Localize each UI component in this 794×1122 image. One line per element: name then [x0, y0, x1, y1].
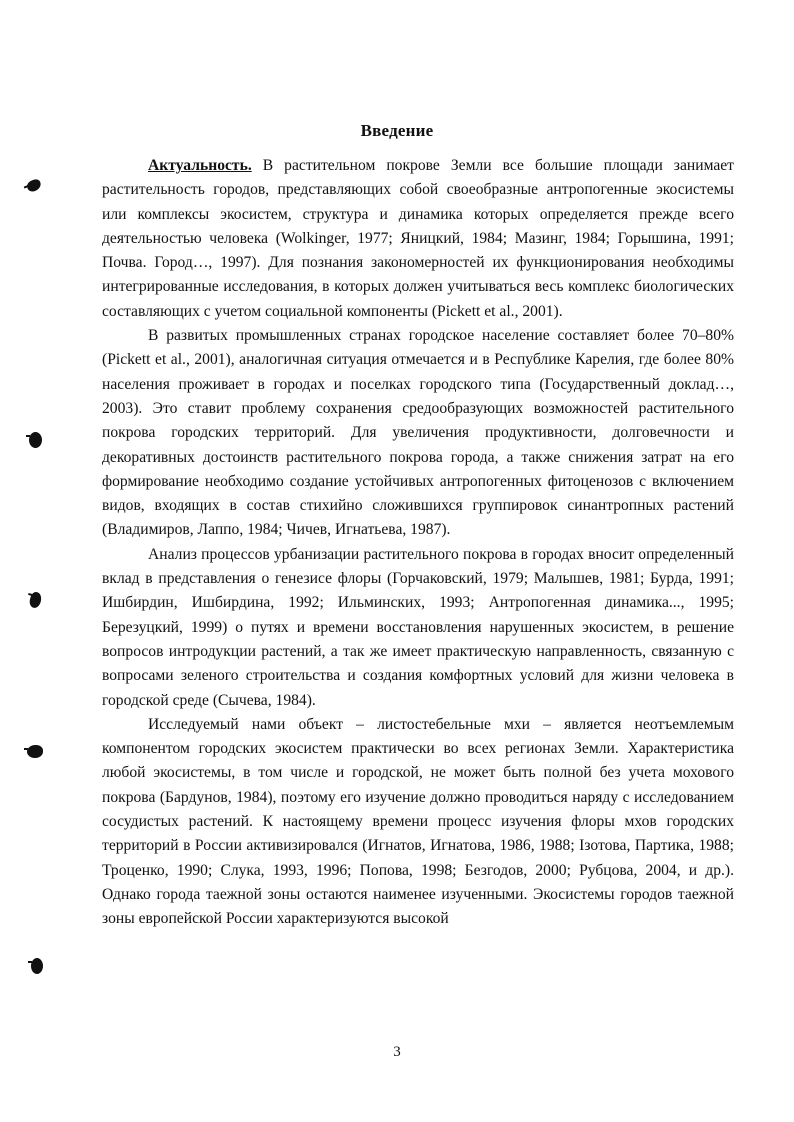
page-title: Введение [360, 121, 434, 140]
body-text [102, 154, 734, 932]
ink-blot [28, 591, 43, 609]
ink-blot [27, 745, 43, 758]
paragraph-text: Исследуемый нами объект – листостебельные мхи – является неотъемлемым компонентом городских экосистем практически во всех регионах Земли. Характеристика любой экосистемы, в том числе и городской, не может быть полной без учета мохового покрова (Бардунов, 1984), поэтому его изучение должно проводиться наряду с исследованием сосудистых растений. К настоящему времени процесс изучения флоры мхов городских территорий в России активизировался (Игнатов, Игнатова, 1986, 1988; Ізотова, Партика, 1988; Троценко, 1990; Слука, 1993, 1996; Попова, 1998; Безгодов, 2000; Рубцова, 2004, и др.). Однако города таежной зоны остаются наименее изученными. Экосистемы городов таежной зоны европейской России характеризуются высокой [102, 715, 734, 928]
ink-blot [26, 178, 43, 193]
paragraph-relevance [102, 154, 734, 324]
ink-blot [31, 958, 43, 974]
paragraph [102, 543, 734, 713]
paragraph-text: В растительном покрове Земли все большие площади занимает растительность городов, представляющих собой своеобразные антропогенные экосистемы или комплексы экосистем, структура и динамика которых определяется прежде всего деятельностью человека (Wolkinger, 1977; Яницкий, 1984; Мазинг, 1984; Горышина, 1991; Почва. Город…, 1997). Для познания закономерностей их функционирования необходимы интегрированные исследования, в которых должен учитываться весь комплекс биологических составляющих с учетом социальной компоненты (Pickett et al., 2001). [102, 157, 734, 320]
paragraph [102, 324, 734, 543]
ink-blot [29, 432, 42, 448]
paragraph-text: Анализ процессов урбанизации растительного покрова в городах вносит определенный вклад в представления о генезисе флоры (Горчаковский, 1979; Малышев, 1981; Бурда, 1991; Ишбирдин, Ишбирдина, 1992; Ильминских, 1993; Антропогенная динамика..., 1995; Березуцкий, 1999) о путях и времени восстановления нарушенных экосистем, в решение вопросов интродукции растений, а так же имеет практическую направленность, связанную с вопросами зеленого строительства и создания комфортных условий для жизни человека в городской среде (Сычева, 1984). [102, 545, 734, 709]
paragraph [102, 713, 734, 932]
paragraph-text: В развитых промышленных странах городское население составляет более 70–80% (Pickett et al., 2001), аналогичная ситуация отмечается и в Республике Карелия, где более 80% населения проживает в городах и поселках городского типа (Государственный доклад…, 2003). Это ставит проблему сохранения средообразующих возможностей растительного покрова городских территорий. Для увеличения продуктивности, долговечности и декоративных достоинств растительного покрова города, а также снижения затрат на его формирование необходимо создание устойчивых антропогенных фитоценозов с включением видов, входящих в состав стихийно сложившихся группировок синантропных растений (Владимиров, Лаппо, 1984; Чичев, Игнатьева, 1987). [102, 327, 734, 539]
paragraph-lead: Актуальность. [148, 157, 252, 174]
page-number: 3 [393, 1044, 401, 1060]
